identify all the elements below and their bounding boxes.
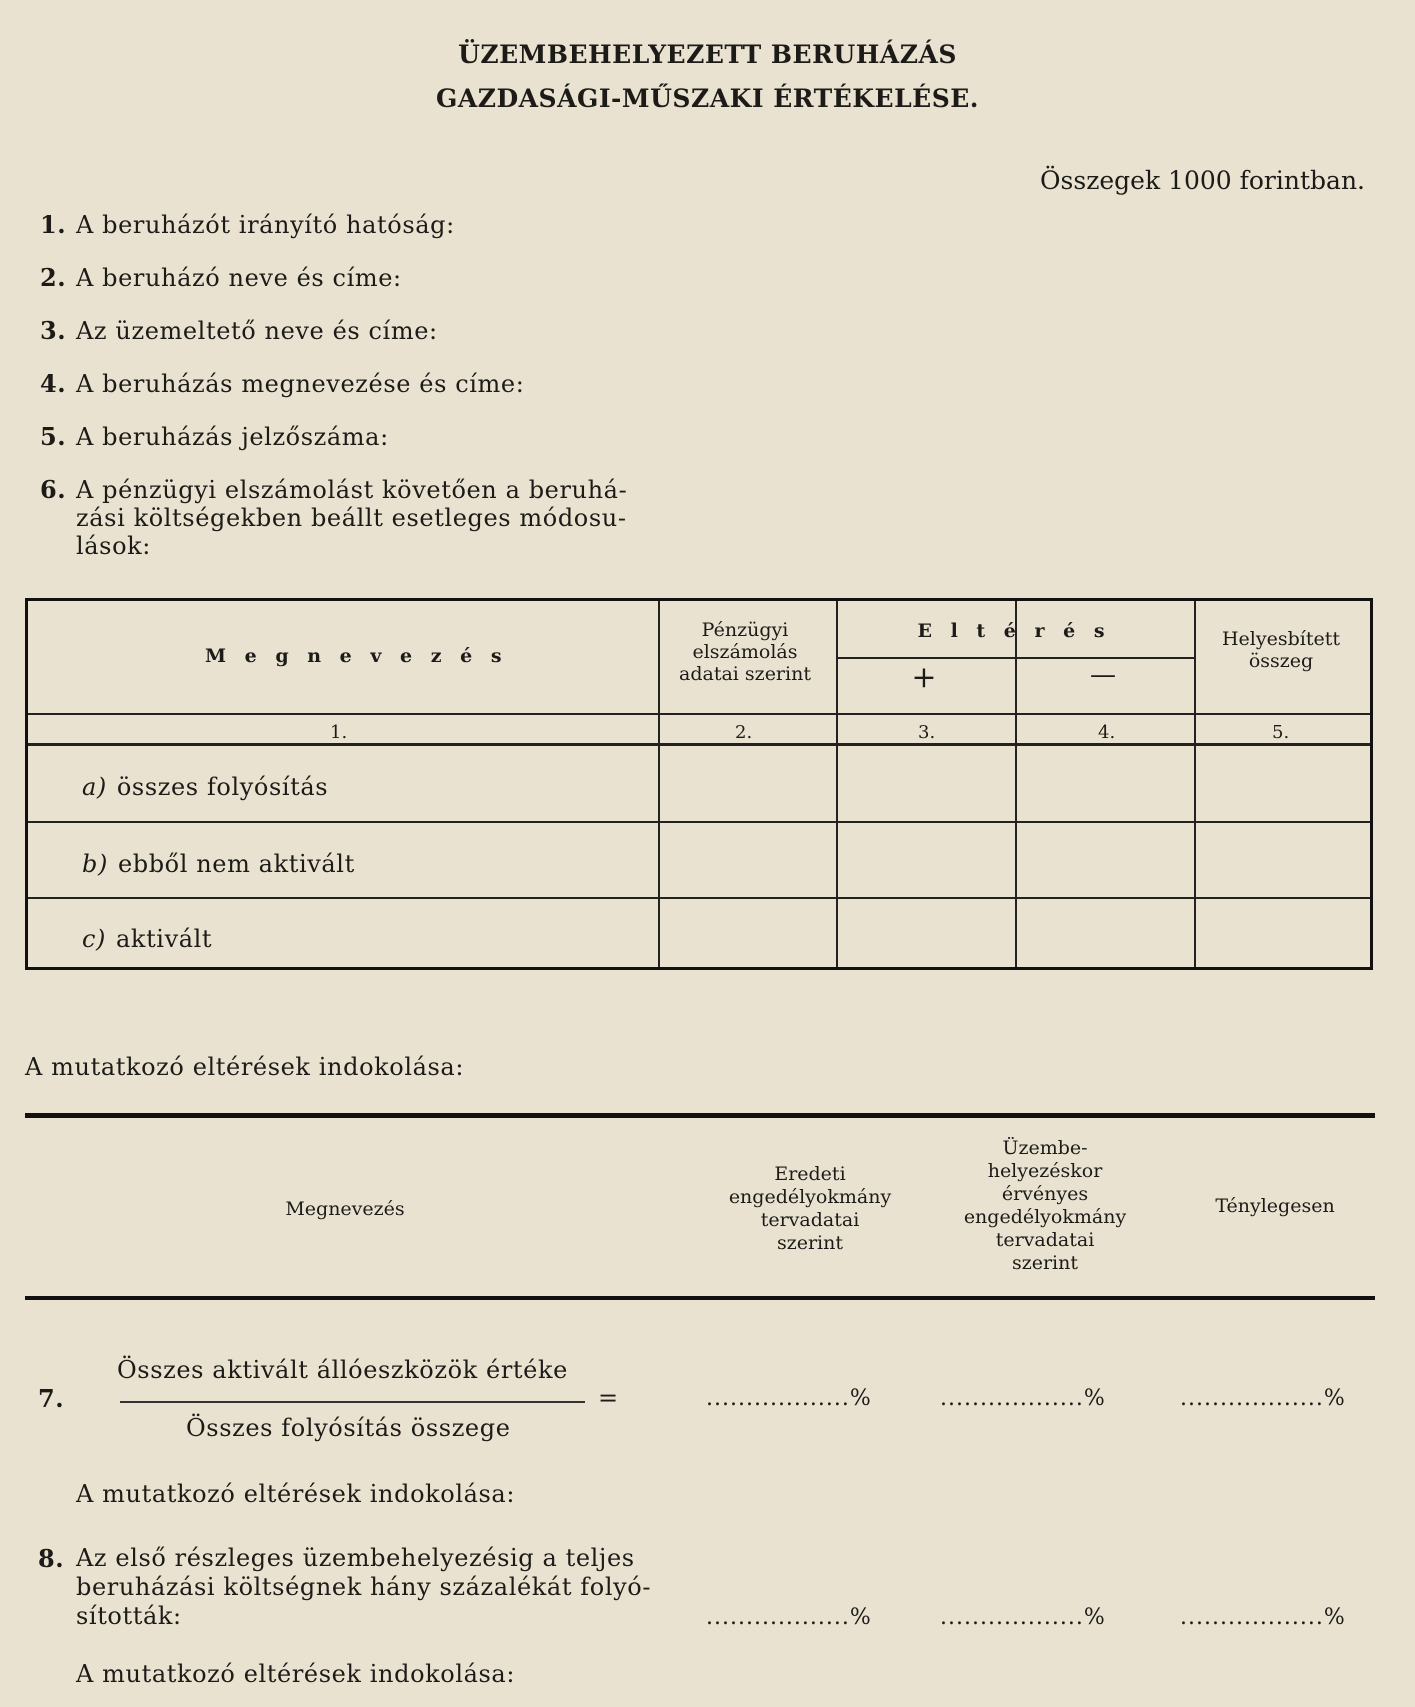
col-header-eredeti: Eredeti engedélyokmány tervadatai szerint	[728, 1163, 892, 1254]
item-3	[40, 316, 438, 345]
col-header-elteres: E l t é r é s	[917, 620, 1111, 642]
col-number: 2.	[735, 722, 753, 743]
subheader-divider	[836, 657, 1194, 659]
item-number: 3.	[40, 316, 67, 345]
item-8-text: Az első részleges üzembehelyezésig a teljes beruházási költségnek hány százalékát folyó- sították:	[76, 1544, 652, 1630]
item-7-numerator: Összes aktivált állóeszközök értéke	[117, 1356, 568, 1384]
row-divider	[28, 821, 1370, 823]
amounts-note: Összegek 1000 forintban.	[1040, 166, 1365, 195]
value-field-tenyleges: ..................%	[1180, 1386, 1346, 1411]
item-number: 2.	[40, 263, 67, 292]
item-number: 5.	[40, 422, 67, 451]
item-1	[40, 210, 455, 239]
form-title-line2: GAZDASÁGI-MŰSZAKI ÉRTÉKELÉSE.	[435, 84, 980, 113]
value-field-uzembe: ..................%	[940, 1386, 1106, 1411]
item-number: 4.	[40, 369, 67, 398]
col-header-megnevezes-2: Megnevezés	[285, 1198, 405, 1220]
item-number: 6.	[40, 475, 67, 504]
item-text: A beruházás megnevezése és címe:	[76, 370, 525, 398]
row-divider	[28, 897, 1370, 899]
item-7-denominator: Összes folyósítás összege	[186, 1414, 511, 1442]
col-divider	[1015, 601, 1017, 967]
item-8-number: 8.	[38, 1544, 65, 1573]
col-header-tenylegesen: Ténylegesen	[1215, 1195, 1335, 1217]
item-7-number: 7.	[38, 1384, 65, 1413]
col-header-penzugyi: Pénzügyi elszámolás adatai szerint	[679, 619, 811, 685]
item-text-line1: A pénzügyi elszámolást követően a beruhá-	[76, 476, 628, 504]
col-divider	[836, 601, 838, 967]
colnum-divider	[28, 743, 1370, 746]
value-field-tenyleges: ..................%	[1180, 1605, 1346, 1630]
value-field-eredeti: ..................%	[706, 1386, 872, 1411]
col-header-plus: +	[911, 660, 937, 695]
fraction-line	[120, 1401, 585, 1403]
item-5	[40, 422, 389, 451]
col-number: 4.	[1098, 722, 1116, 743]
item-4	[40, 369, 524, 398]
item-text: A beruházás jelzőszáma:	[76, 423, 389, 451]
equals-sign: =	[598, 1384, 619, 1412]
justification-label: A mutatkozó eltérések indokolása:	[76, 1480, 516, 1508]
col-header-helyesbitett: Helyesbített összeg	[1221, 628, 1340, 672]
item-text: A beruházó neve és címe:	[76, 264, 402, 292]
item-text: Az üzemeltető neve és címe:	[76, 317, 438, 345]
col-number: 5.	[1272, 722, 1290, 743]
value-field-eredeti: ..................%	[706, 1605, 872, 1630]
item-6	[40, 476, 730, 560]
value-field-uzembe: ..................%	[940, 1605, 1106, 1630]
table-row-label: a) összes folyósítás	[82, 773, 329, 801]
col-header-megnevezes: M e g n e v e z é s	[205, 645, 508, 667]
item-number: 1.	[40, 210, 67, 239]
header-divider	[28, 713, 1370, 715]
item-text: A beruházót irányító hatóság:	[76, 211, 455, 239]
item-text-line2: zási költségekben beállt esetleges módosu-	[76, 504, 627, 532]
table-row-label: c) aktivált	[82, 925, 213, 953]
table2-top-rule	[25, 1113, 1375, 1118]
col-header-uzembe: Üzembe- helyezéskor érvényes engedélyokmány tervadatai szerint	[963, 1137, 1127, 1274]
col-number: 1.	[330, 722, 348, 743]
table-row-label: b) ebből nem aktivált	[82, 850, 355, 878]
col-header-minus: —	[1090, 660, 1116, 690]
justification-label: A mutatkozó eltérések indokolása:	[76, 1660, 516, 1688]
form-title-line1: ÜZEMBEHELYEZETT BERUHÁZÁS	[458, 40, 957, 69]
item-text-line3: lások:	[76, 532, 151, 560]
table2-bottom-rule	[25, 1296, 1375, 1300]
item-2	[40, 263, 402, 292]
col-number: 3.	[918, 722, 936, 743]
justification-label: A mutatkozó eltérések indokolása:	[25, 1053, 465, 1081]
